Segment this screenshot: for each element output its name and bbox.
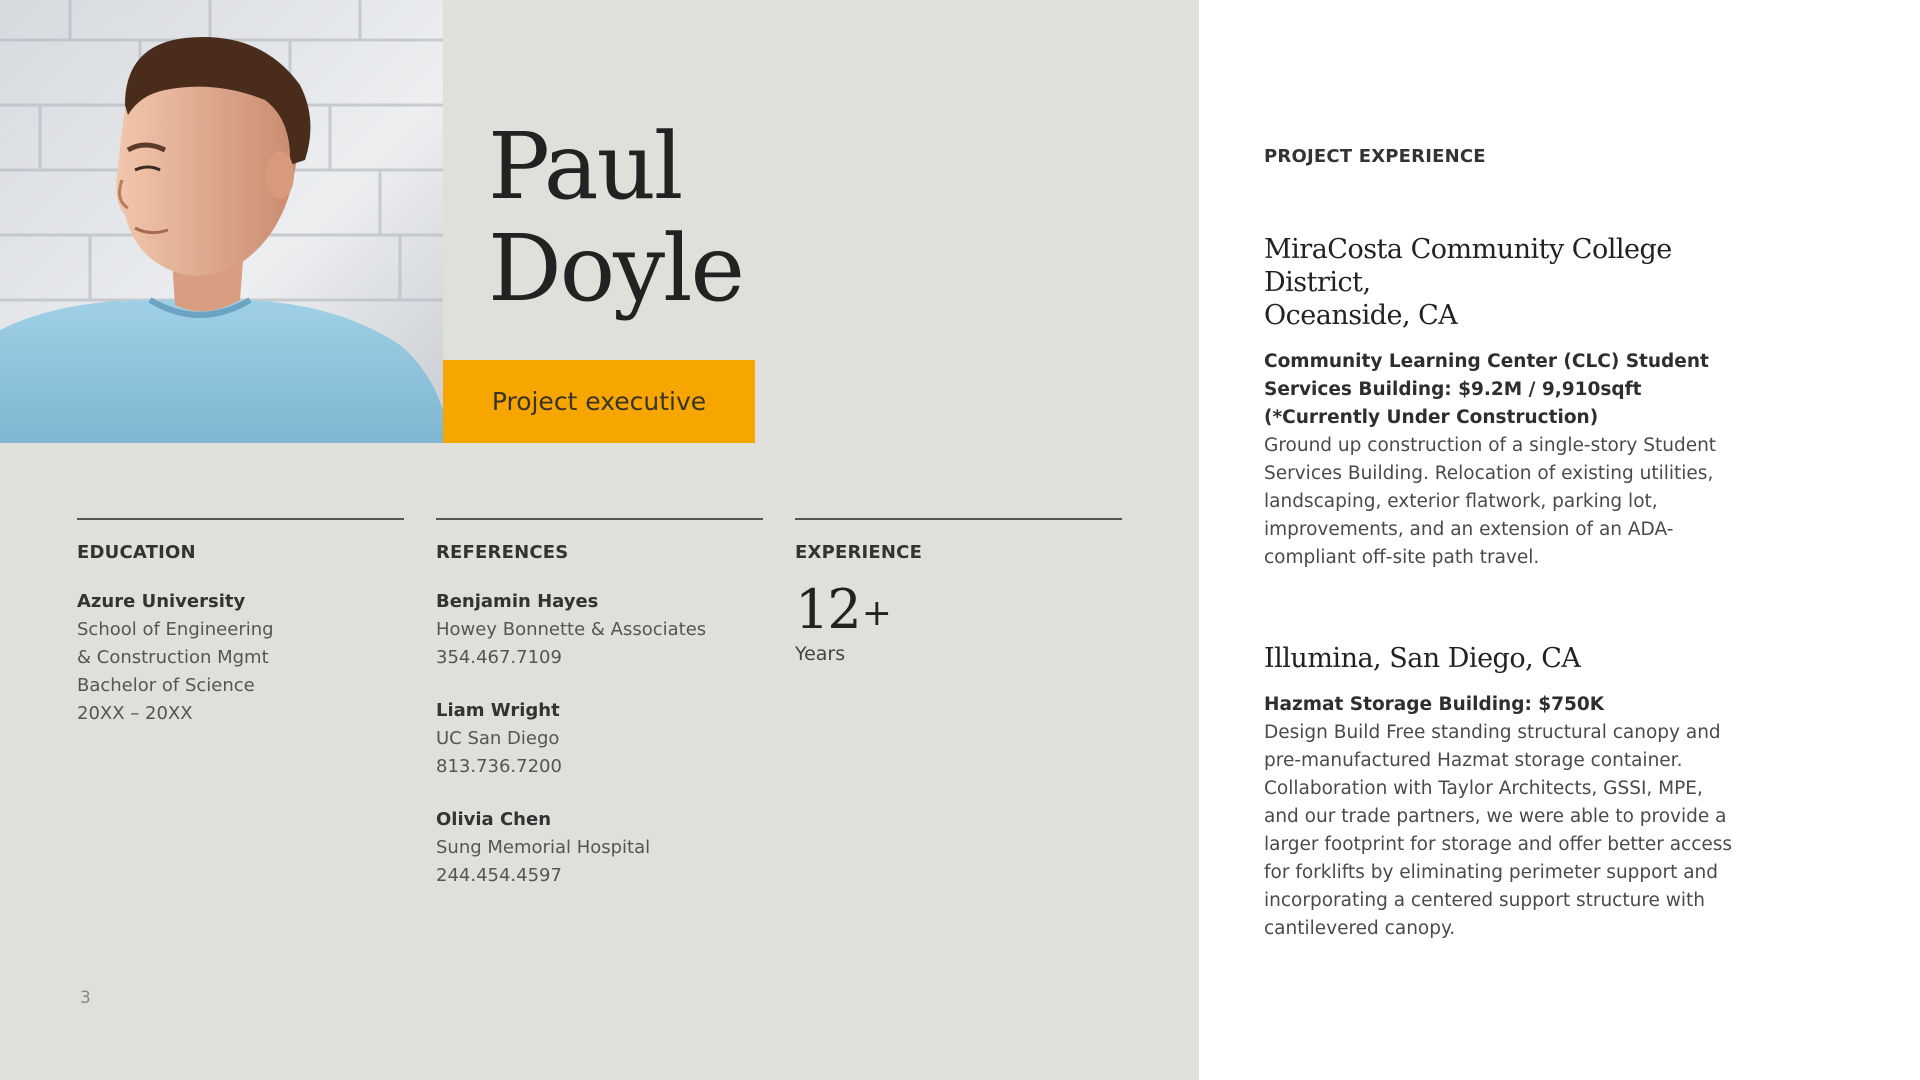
years-label: Years: [795, 643, 846, 665]
education-section: [77, 518, 404, 728]
project-description-line: for forklifts by eliminating perimeter support and: [1264, 862, 1719, 883]
project-description-line: cantilevered canopy.: [1264, 918, 1456, 939]
project-description-line: compliant off-site path travel.: [1264, 547, 1540, 568]
references-section: [436, 518, 763, 890]
project-description-line: Collaboration with Taylor Architects, GSSI, MPE,: [1264, 778, 1703, 799]
project-description-line: Design Build Free standing structural canopy and: [1264, 722, 1721, 743]
education-line: Bachelor of Science: [77, 675, 255, 696]
reference-item: [436, 806, 763, 890]
project-title-line: MiraCosta Community College District,: [1264, 234, 1672, 298]
reference-name: Olivia Chen: [436, 809, 552, 830]
project-title-line: Illumina, San Diego, CA: [1264, 643, 1581, 674]
reference-org: Howey Bonnette & Associates: [436, 619, 707, 640]
first-name: Paul: [488, 113, 682, 220]
references-heading: REFERENCES: [436, 542, 569, 563]
project-item: [1264, 642, 1784, 943]
project-subtitle-line: Community Learning Center (CLC) Student: [1264, 351, 1709, 372]
project-description-line: improvements, and an extension of an ADA-: [1264, 519, 1674, 540]
project-subtitle: [1264, 691, 1784, 719]
experience-section: [795, 518, 1122, 665]
project-description-line: and our trade partners, we were able to provide a: [1264, 806, 1727, 827]
role-badge: [443, 360, 755, 443]
project-description: [1264, 432, 1784, 572]
reference-name: Liam Wright: [436, 700, 560, 721]
project-subtitle-line: (*Currently Under Construction): [1264, 407, 1599, 428]
experience-heading: EXPERIENCE: [795, 542, 923, 563]
project-experience-heading: PROJECT EXPERIENCE: [1264, 146, 1486, 167]
education-entry: [77, 588, 404, 728]
reference-phone: 354.467.7109: [436, 647, 562, 668]
last-name: Doyle: [488, 215, 743, 322]
reference-item: [436, 588, 763, 672]
project-experience-section: [1264, 146, 1784, 943]
education-line: School of Engineering: [77, 619, 274, 640]
project-description-line: pre-manufactured Hazmat storage container.: [1264, 750, 1683, 771]
project-title-line: Oceanside, CA: [1264, 300, 1458, 331]
project-subtitle-line: Hazmat Storage Building: $750K: [1264, 694, 1605, 715]
project-description-line: landscaping, exterior flatwork, parking lot,: [1264, 491, 1658, 512]
project-title: [1264, 642, 1784, 675]
reference-name: Benjamin Hayes: [436, 591, 599, 612]
profile-photo: [0, 0, 443, 443]
years-number: 12: [795, 578, 860, 641]
reference-org: UC San Diego: [436, 728, 560, 749]
reference-org: Sung Memorial Hospital: [436, 837, 651, 858]
project-description-line: incorporating a centered support structure with: [1264, 890, 1706, 911]
project-title: [1264, 233, 1784, 332]
project-item: [1264, 233, 1784, 572]
reference-item: [436, 697, 763, 781]
portrait-photo-icon: [0, 0, 443, 443]
education-line: & Construction Mgmt: [77, 647, 269, 668]
education-heading: EDUCATION: [77, 542, 196, 563]
years-suffix: +: [861, 593, 892, 634]
project-description-line: Services Building. Relocation of existing utilities,: [1264, 463, 1714, 484]
years-value: [795, 577, 1122, 643]
project-description-line: Ground up construction of a single-story Student: [1264, 435, 1717, 456]
page-number: 3: [80, 988, 91, 1008]
page-title: [488, 113, 743, 322]
project-subtitle-line: Services Building: $9.2M / 9,910sqft: [1264, 379, 1642, 400]
project-subtitle: [1264, 348, 1784, 432]
reference-phone: 244.454.4597: [436, 865, 562, 886]
project-description: [1264, 719, 1784, 943]
project-description-line: larger footprint for storage and offer better access: [1264, 834, 1733, 855]
school-name: Azure University: [77, 591, 246, 612]
reference-phone: 813.736.7200: [436, 756, 562, 777]
education-years: 20XX – 20XX: [77, 703, 193, 724]
role-label: Project executive: [491, 387, 707, 416]
